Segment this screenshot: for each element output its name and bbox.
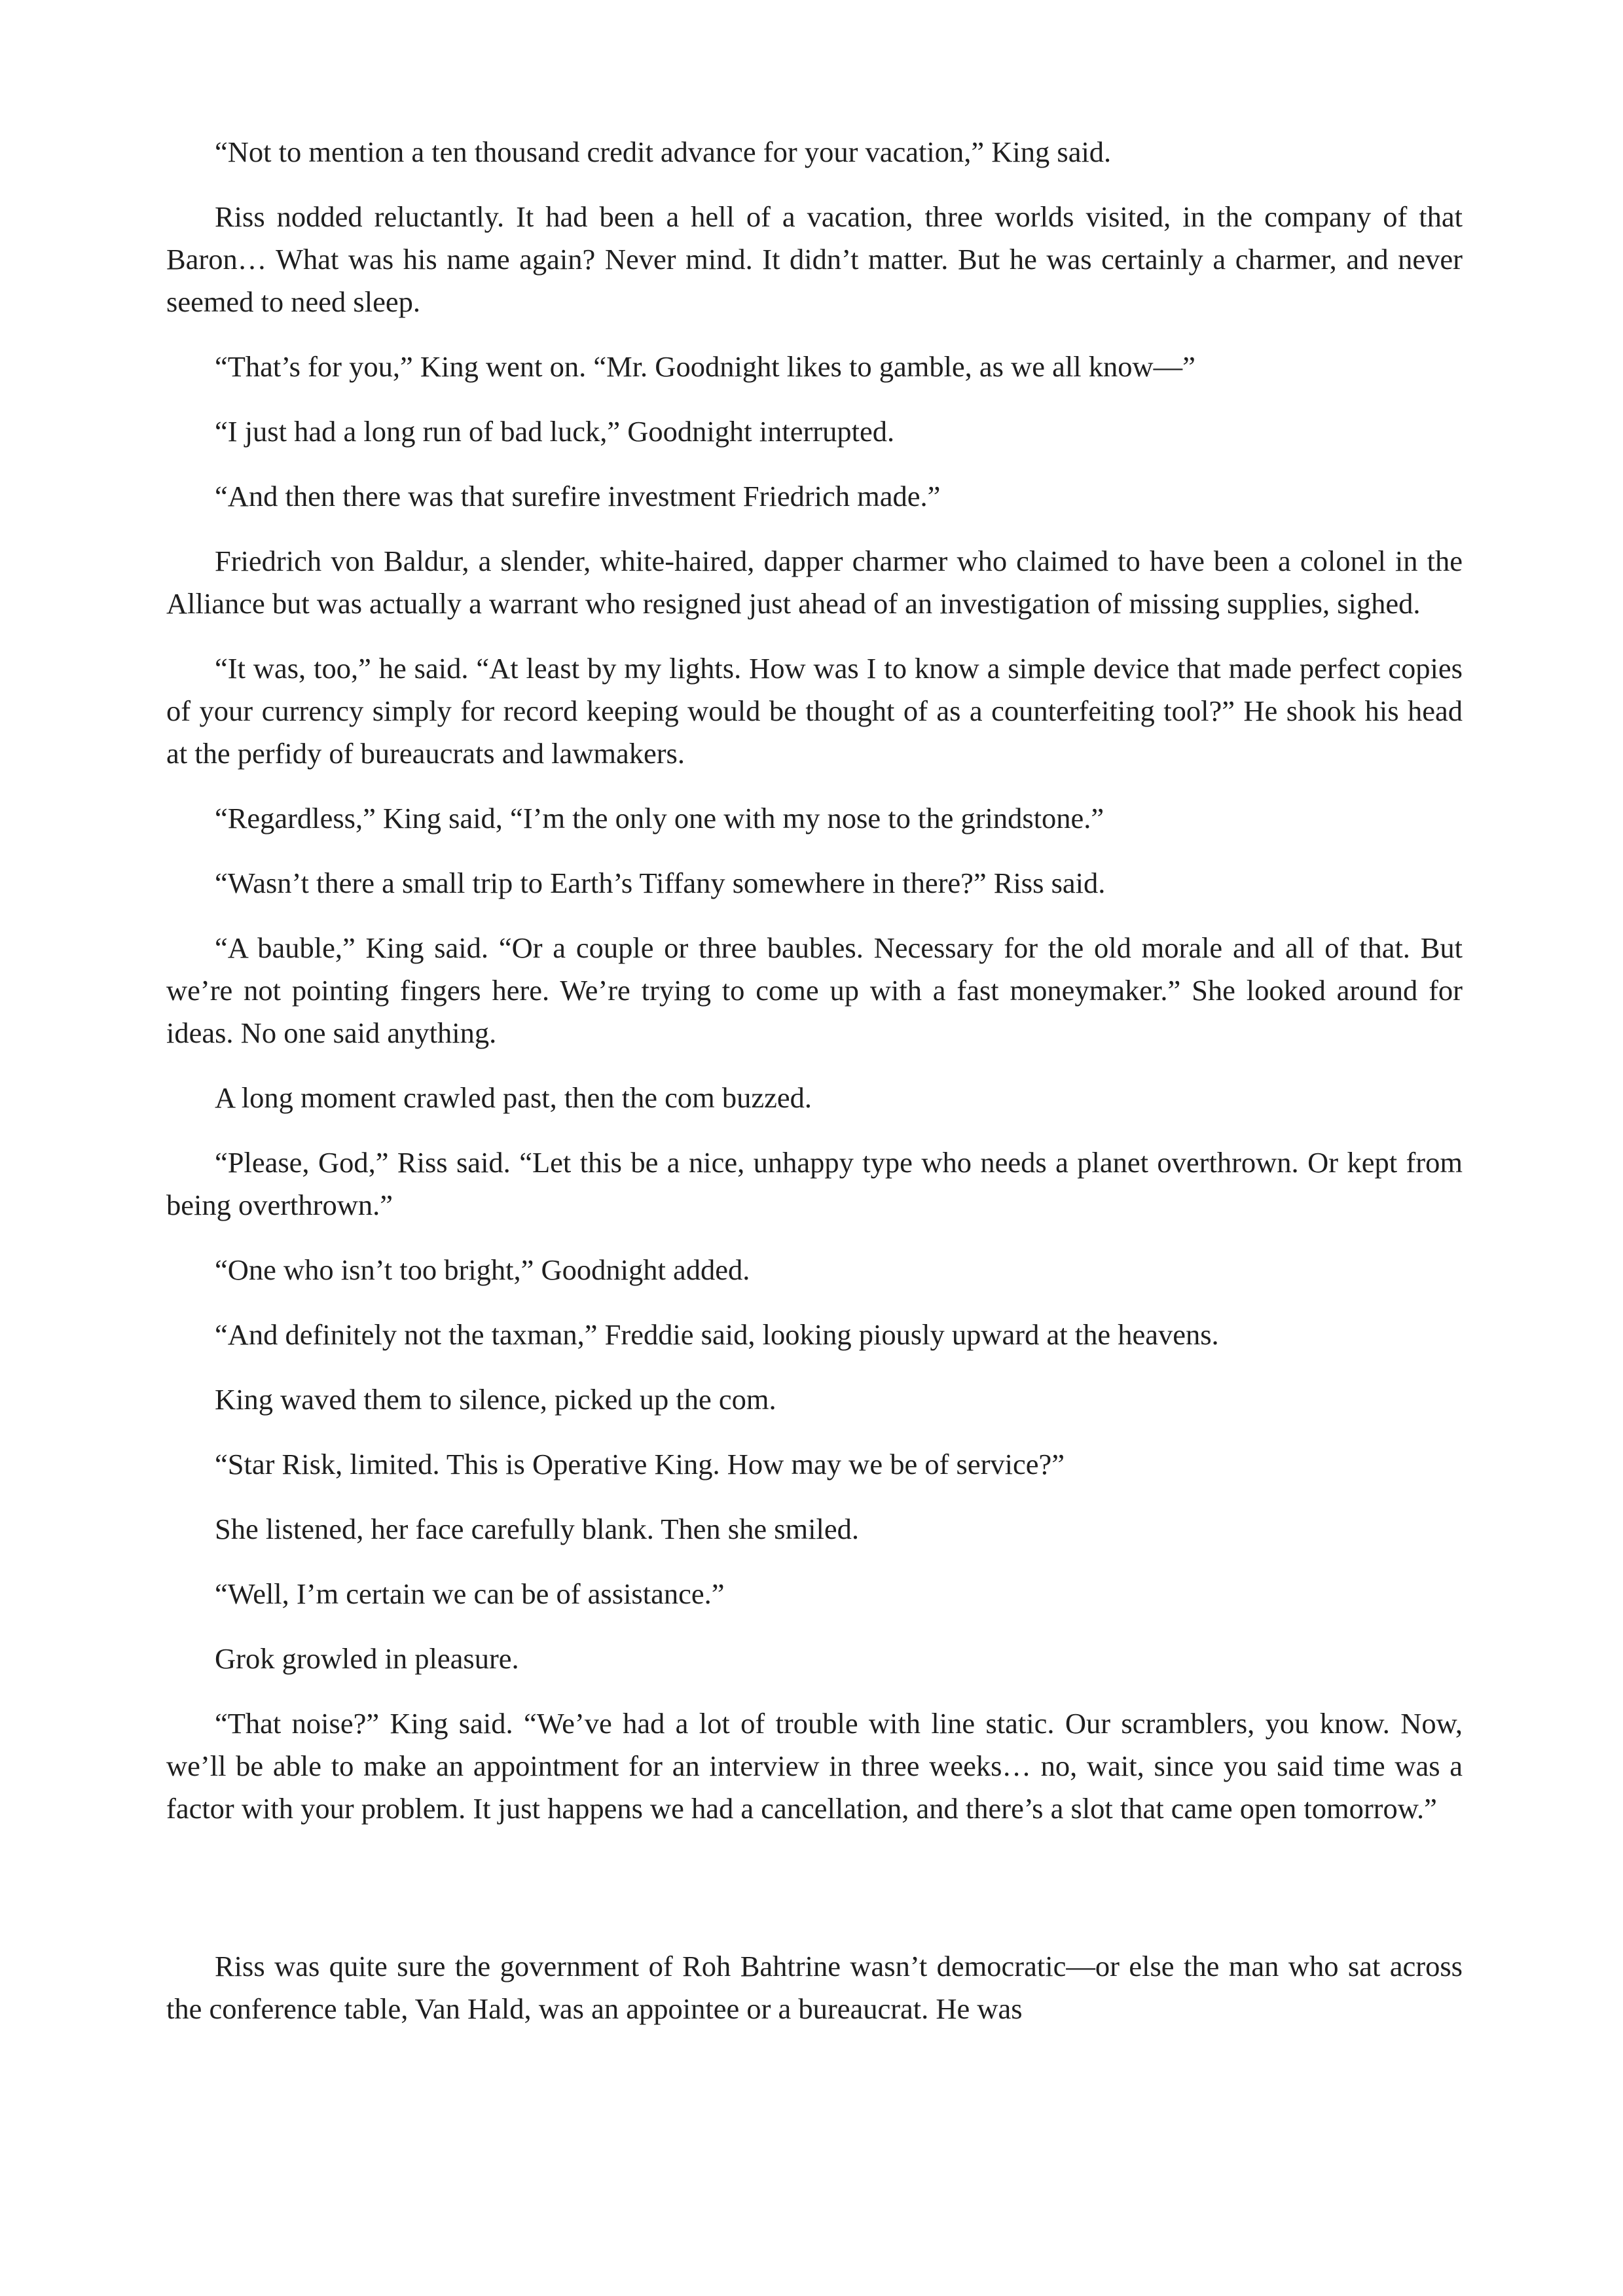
paragraph-4: “I just had a long run of bad luck,” Goodnight interrupted.	[215, 415, 895, 448]
paragraph-8: “Regardless,” King said, “I’m the only one with my nose to the grindstone.”	[215, 802, 1104, 834]
paragraph-1: “Not to mention a ten thousand credit advance for your vacation,” King said.	[215, 135, 1112, 168]
paragraph-7: “It was, too,” he said. “At least by my lights. How was I to know a simple device that made perfect copies of your currency simply for record keeping would be thought of as a counterfeiting tool?” He shook his head at the perfidy of bureaucrats and lawmakers.	[166, 652, 1463, 770]
paragraph-6: Friedrich von Baldur, a slender, white-haired, dapper charmer who claimed to have been a colonel in the Alliance but was actually a warrant who resigned just ahead of an investigation of missing supplies, sighed.	[166, 545, 1463, 620]
paragraph-17: She listened, her face carefully blank. Then she smiled.	[215, 1513, 860, 1545]
paragraph-21: Riss was quite sure the government of Roh Bahtrine wasn’t democratic—or else the man who sat across the conference table, Van Hald, was an appointee or a bureaucrat. He was	[166, 1950, 1463, 2025]
paragraph-16: “Star Risk, limited. This is Operative King. How may we be of service?”	[215, 1448, 1065, 1480]
paragraph-14: “And definitely not the taxman,” Freddie said, looking piously upward at the heavens.	[215, 1318, 1219, 1351]
paragraph-5: “And then there was that surefire investment Friedrich made.”	[215, 480, 941, 512]
paragraph-9: “Wasn’t there a small trip to Earth’s Tiffany somewhere in there?” Riss said.	[215, 867, 1106, 899]
paragraph-19: Grok growled in pleasure.	[215, 1642, 519, 1675]
paragraph-10: “A bauble,” King said. “Or a couple or three baubles. Necessary for the old morale and all of that. But we’re not pointing fingers here. We’re trying to come up with a fast moneymaker.” She looked around for ideas. No one said anything.	[166, 931, 1463, 1049]
paragraph-13: “One who isn’t too bright,” Goodnight added.	[215, 1253, 750, 1286]
paragraph-2: Riss nodded reluctantly. It had been a hell of a vacation, three worlds visited, in the company of that Baron… What was his name again? Never mind. It didn’t matter. But he was certainly a charmer, and never seemed to need sleep.	[166, 200, 1463, 318]
paragraph-15: King waved them to silence, picked up the com.	[215, 1383, 776, 1416]
paragraph-18: “Well, I’m certain we can be of assistance.”	[215, 1577, 725, 1610]
paragraph-3: “That’s for you,” King went on. “Mr. Goodnight likes to gamble, as we all know—”	[215, 350, 1195, 383]
paragraph-12: “Please, God,” Riss said. “Let this be a nice, unhappy type who needs a planet overthrown. Or kept from being overthrown.”	[166, 1146, 1463, 1221]
paragraph-20: “That noise?” King said. “We’ve had a lot of trouble with line static. Our scramblers, you know. Now, we’ll be able to make an appointment for an interview in three weeks… no, wait, since you said time was a factor with your problem. It just happens we had a cancellation, and there’s a slot that came open tomorrow.”	[166, 1707, 1463, 1825]
document-page	[166, 131, 1463, 2053]
paragraph-11: A long moment crawled past, then the com buzzed.	[215, 1081, 812, 1114]
